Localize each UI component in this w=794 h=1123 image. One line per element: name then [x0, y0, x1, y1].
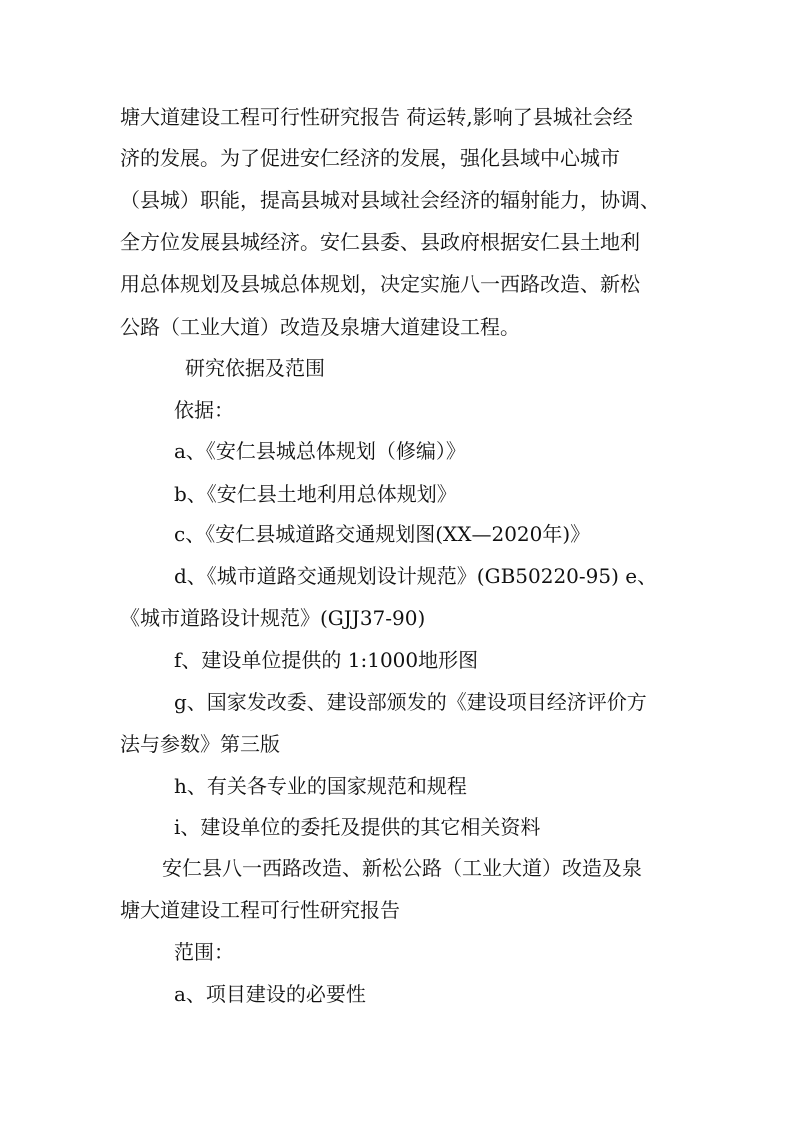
section-heading: 研究依据及范围 [185, 356, 325, 380]
body-text-line: （县城）职能，提高县城对县域社会经济的辐射能力，协调、 [120, 188, 660, 212]
list-item: a、《安仁县城总体规划（修编）》 [174, 439, 466, 463]
list-item: h、有关各专业的国家规范和规程 [174, 774, 467, 798]
body-text-line: 塘大道建设工程可行性研究报告 荷运转,影响了县城社会经 [120, 105, 633, 129]
subheading-basis: 依据： [174, 398, 234, 422]
report-title-line: 安仁县八一西路改造、新松公路（工业大道）改造及泉 [162, 856, 642, 880]
body-text-line: 公路（工业大道）改造及泉塘大道建设工程。 [120, 315, 520, 339]
list-item: 《城市道路设计规范》(GJJ37-90) [120, 606, 426, 630]
report-title-line: 塘大道建设工程可行性研究报告 [120, 898, 400, 922]
list-item: d、《城市道路交通规划设计规范》(GB50220-95) e、 [174, 564, 658, 588]
list-item: i、建设单位的委托及提供的其它相关资料 [174, 815, 541, 839]
list-item: g、国家发改委、建设部颁发的《建设项目经济评价方 [174, 690, 647, 714]
body-text-line: 用总体规划及县城总体规划，决定实施八一西路改造、新松 [120, 272, 640, 296]
body-text-line: 济的发展。为了促进安仁经济的发展，强化县域中心城市 [120, 146, 620, 170]
list-item: f、建设单位提供的 1:1000地形图 [174, 648, 479, 672]
list-item: b、《安仁县土地利用总体规划》 [174, 482, 457, 506]
list-item: c、《安仁县城道路交通规划图(XX—2020年)》 [174, 522, 591, 546]
list-item: a、项目建设的必要性 [174, 982, 366, 1006]
body-text-line: 全方位发展县城经济。安仁县委、县政府根据安仁县土地利 [120, 230, 640, 254]
list-item: 法与参数》第三版 [120, 732, 280, 756]
subheading-scope: 范围： [174, 940, 234, 964]
